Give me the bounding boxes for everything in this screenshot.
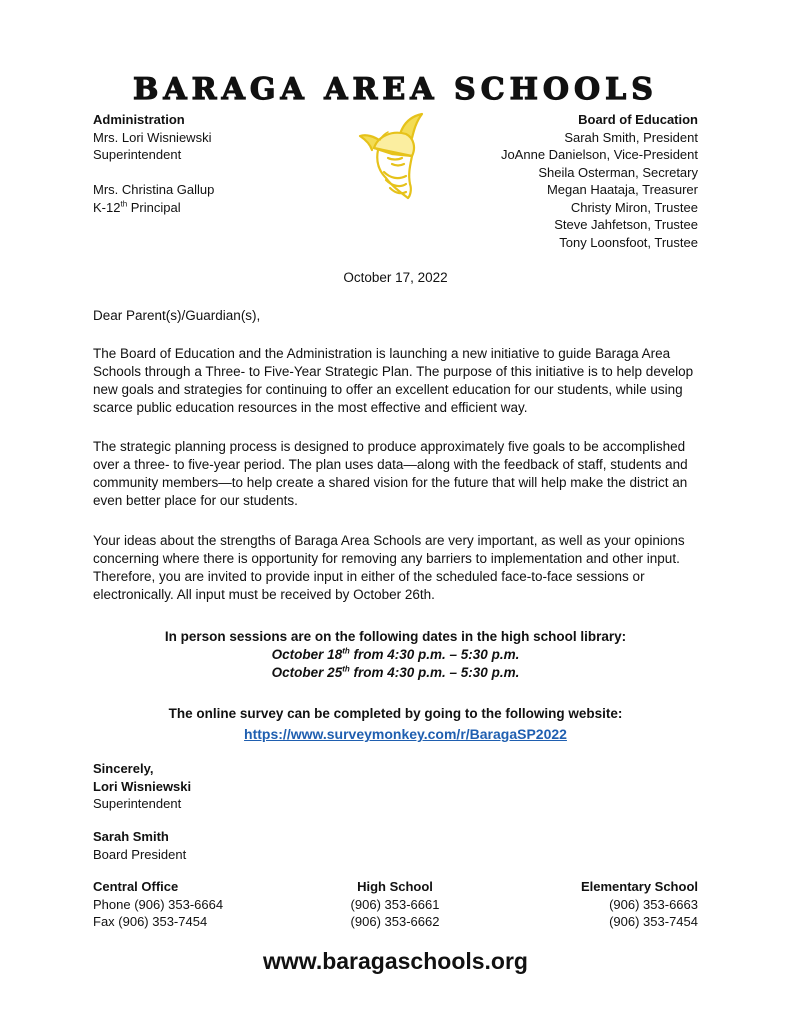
board-member: Steve Jahfetson, Trustee	[554, 217, 698, 232]
central-office-phone: Phone (906) 353-6664	[93, 896, 224, 912]
signature-2	[93, 828, 186, 863]
survey-heading: The online survey can be completed by going to the following website:	[168, 706, 623, 721]
sessions-heading: In person sessions are on the following dates in the high school library:	[164, 629, 627, 644]
session-1: October 18th from 4:30 p.m. – 5:30 p.m.	[271, 646, 520, 662]
footer-website: www.baragaschools.org	[263, 948, 528, 974]
paragraph-3: Your ideas about the strengths of Baraga Area Schools are very important, as well as your opinions concerning where there is opportunity for removing any barriers to implementation and other input. Therefore, you are invited to provide input in either of the scheduled face-to-face sessions or electronically. All input must be received by October 26th.	[93, 533, 685, 602]
board-block	[398, 111, 698, 251]
elementary-school-heading: Elementary School	[580, 879, 698, 894]
closing: Sincerely,	[93, 761, 154, 776]
sessions-block	[0, 628, 791, 682]
letter-date: October 17, 2022	[343, 270, 448, 285]
elementary-school-fax: (906) 353-7454	[609, 914, 698, 929]
high-school-fax: (906) 353-6662	[350, 914, 440, 929]
board-member: JoAnne Danielson, Vice-President	[500, 147, 698, 162]
survey-link[interactable]: https://www.surveymonkey.com/r/BaragaSP2022	[244, 726, 567, 742]
board-member: Megan Haataja, Treasurer	[546, 182, 698, 197]
elementary-school-contact	[498, 878, 698, 931]
salutation: Dear Parent(s)/Guardian(s),	[93, 308, 261, 323]
elementary-school-phone: (906) 353-6663	[609, 896, 698, 912]
board-heading: Board of Education	[578, 112, 698, 127]
signer-2-title: Board President	[93, 846, 187, 862]
high-school-contact	[295, 878, 495, 931]
signer-1-name: Lori Wisniewski	[93, 778, 192, 794]
principal-title: K-12th Principal	[93, 199, 181, 215]
high-school-heading: High School	[357, 879, 433, 894]
paragraph-1: The Board of Education and the Administration is launching a new initiative to guide Baraga Area Schools through a Three- to Five-Year Strategic Plan. The purpose of this initiative is to help develop new goals and strategies for continuing to offer an excellent education for our students, while using scarce public education resources in the most effective and efficient way.	[93, 346, 694, 415]
board-member: Christy Miron, Trustee	[570, 199, 698, 215]
survey-block	[0, 705, 791, 744]
administration-heading: Administration	[93, 112, 185, 127]
signer-1-title: Superintendent	[93, 796, 182, 811]
central-office-heading: Central Office	[93, 879, 179, 894]
principal-name: Mrs. Christina Gallup	[93, 182, 215, 197]
high-school-phone: (906) 353-6661	[350, 896, 440, 912]
signer-2-name: Sarah Smith	[93, 829, 169, 844]
board-member: Sarah Smith, President	[564, 129, 698, 145]
school-title: BARAGA AREA SCHOOLS	[133, 72, 658, 107]
paragraph-2: The strategic planning process is designed to produce approximately five goals to be accomplished over a three- to five-year period. The plan uses data—along with the feedback of staff, students and community members—to help create a shared vision for the future that will help make the district an even better place for our students.	[93, 439, 688, 508]
board-member: Sheila Osterman, Secretary	[538, 164, 698, 180]
administration-block	[93, 111, 353, 216]
central-office-fax: Fax (906) 353-7454	[93, 914, 208, 929]
session-2: October 25th from 4:30 p.m. – 5:30 p.m.	[271, 664, 520, 680]
board-member: Tony Loonsfoot, Trustee	[559, 234, 698, 250]
central-office-contact	[93, 878, 293, 931]
superintendent-title: Superintendent	[93, 147, 182, 162]
signature-1	[93, 760, 191, 813]
superintendent-name: Mrs. Lori Wisniewski	[93, 129, 212, 145]
